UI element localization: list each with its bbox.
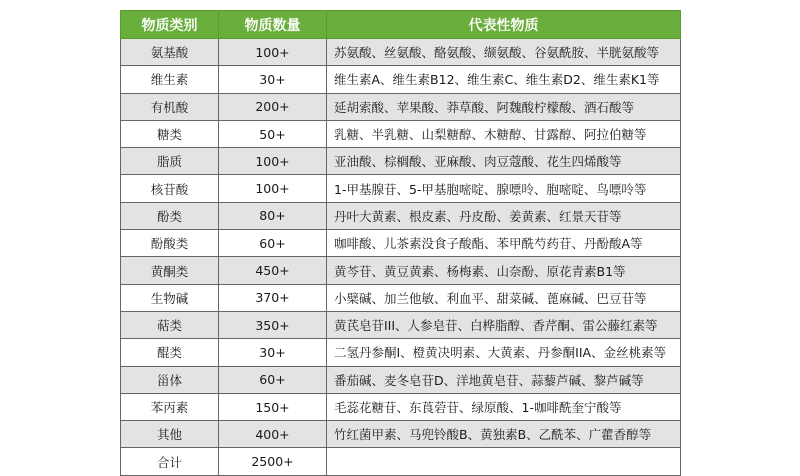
representative-cell: 乳糖、半乳糖、山梨糖醇、木糖醇、甘露醇、阿拉伯糖等 [327,120,681,147]
category-cell: 酚酸类 [121,230,219,257]
representative-cell: 丹叶大黄素、根皮素、丹皮酚、姜黄素、红景天苷等 [327,202,681,229]
representative-cell: 咖啡酸、儿茶素没食子酸酯、苯甲酰芍药苷、丹酚酸A等 [327,230,681,257]
category-cell: 核苷酸 [121,175,219,202]
table-row [121,421,681,448]
representative-cell: 苏氨酸、丝氨酸、酪氨酸、缬氨酸、谷氨酰胺、半胱氨酸等 [327,39,681,66]
category-cell: 脂质 [121,148,219,175]
table-row [121,175,681,202]
count-cell: 80+ [219,202,327,229]
category-cell: 维生素 [121,66,219,93]
representative-cell: 竹红菌甲素、马兜铃酸B、黄独素B、乙酰苯、广藿香醇等 [327,421,681,448]
count-cell: 100+ [219,39,327,66]
representative-cell: 小檗碱、加兰他敏、利血平、甜菜碱、蓖麻碱、巴豆苷等 [327,284,681,311]
representative-cell [327,448,681,475]
table-row [121,93,681,120]
count-cell: 150+ [219,393,327,420]
count-cell: 200+ [219,93,327,120]
count-cell: 30+ [219,66,327,93]
count-cell: 50+ [219,120,327,147]
table-row [121,393,681,420]
count-cell: 60+ [219,230,327,257]
table-row [121,257,681,284]
representative-cell: 黄芪皂苷III、人参皂苷、白桦脂醇、香芹酮、雷公藤红素等 [327,311,681,338]
category-cell: 萜类 [121,311,219,338]
table-row [121,202,681,229]
category-cell: 苯丙素 [121,393,219,420]
table-row [121,230,681,257]
table-row [121,120,681,147]
category-cell: 氨基酸 [121,39,219,66]
table-row [121,339,681,366]
category-cell: 甾体 [121,366,219,393]
table-row [121,284,681,311]
representative-cell: 毛蕊花糖苷、东莨菪苷、绿原酸、1-咖啡酰奎宁酸等 [327,393,681,420]
category-cell: 其他 [121,421,219,448]
count-cell: 400+ [219,421,327,448]
category-cell: 生物碱 [121,284,219,311]
table-row [121,148,681,175]
count-cell: 350+ [219,311,327,338]
category-cell: 黄酮类 [121,257,219,284]
table-row [121,311,681,338]
count-cell: 450+ [219,257,327,284]
count-cell: 100+ [219,175,327,202]
count-cell: 100+ [219,148,327,175]
table-header-row [121,11,681,39]
representative-cell: 维生素A、维生素B12、维生素C、维生素D2、维生素K1等 [327,66,681,93]
count-cell: 60+ [219,366,327,393]
header-category: 物质类别 [121,11,219,39]
count-cell: 2500+ [219,448,327,475]
category-cell: 糖类 [121,120,219,147]
representative-cell: 二氢丹参酮I、橙黄决明素、大黄素、丹参酮IIA、金丝桃素等 [327,339,681,366]
category-cell: 醌类 [121,339,219,366]
count-cell: 370+ [219,284,327,311]
header-count: 物质数量 [219,11,327,39]
representative-cell: 亚油酸、棕榈酸、亚麻酸、肉豆蔻酸、花生四烯酸等 [327,148,681,175]
table-row [121,39,681,66]
metabolite-category-table [120,10,681,476]
representative-cell: 1-甲基腺苷、5-甲基胞嘧啶、腺嘌呤、胞嘧啶、鸟嘌呤等 [327,175,681,202]
category-cell: 合计 [121,448,219,475]
count-cell: 30+ [219,339,327,366]
representative-cell: 延胡索酸、苹果酸、莽草酸、阿魏酸柠檬酸、酒石酸等 [327,93,681,120]
table-row [121,366,681,393]
representative-cell: 黄芩苷、黄豆黄素、杨梅素、山奈酚、原花青素B1等 [327,257,681,284]
table-row [121,66,681,93]
table-row [121,448,681,475]
category-cell: 有机酸 [121,93,219,120]
category-cell: 酚类 [121,202,219,229]
header-representative: 代表性物质 [327,11,681,39]
representative-cell: 番茄碱、麦冬皂苷D、洋地黄皂苷、蒜藜芦碱、黎芦碱等 [327,366,681,393]
